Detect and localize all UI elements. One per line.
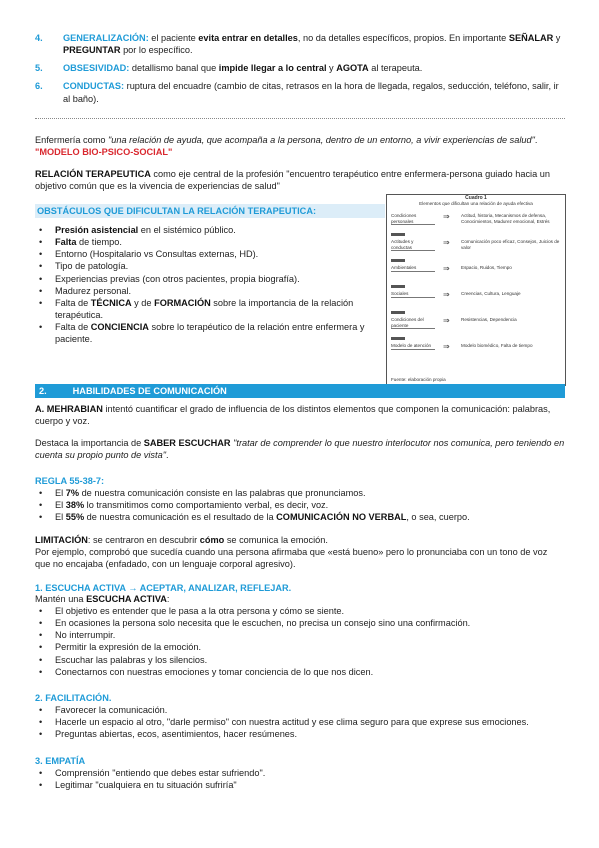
obstacles-diagram bbox=[386, 194, 566, 386]
list-number: 5. bbox=[35, 63, 43, 74]
escucha-list bbox=[35, 605, 575, 678]
list-item: • El objetivo es entender que le pasa a la otra persona y cómo se siente. bbox=[35, 605, 575, 617]
list-item: • Conectarnos con nuestras emociones y tomar conciencia de lo que nos dicen. bbox=[35, 666, 575, 678]
list-text: detallismo banal que impide llegar a lo central y AGOTA al terapeuta. bbox=[129, 63, 423, 74]
list-item bbox=[35, 80, 565, 104]
diagram-row-detail: Modelo biomédico, Falta de tiempo bbox=[461, 343, 533, 348]
list-item: • El 38% lo transmitimos como comportamiento verbal, es decir, voz. bbox=[35, 499, 575, 511]
list-item: • No interrumpir. bbox=[35, 629, 575, 641]
list-item: • Escuchar las palabras y los silencios. bbox=[35, 654, 575, 666]
list-item: • Preguntas abiertas, ecos, asentimientos, hacer resúmenes. bbox=[35, 728, 575, 740]
obstaculos-list bbox=[35, 224, 375, 345]
list-item: • Experiencias previas (con otros pacientes, propia biografía). bbox=[35, 273, 375, 285]
obstaculos-heading: OBSTÁCULOS QUE DIFICULTAN LA RELACIÓN TERAPEUTICA: bbox=[35, 204, 385, 218]
facilitacion-heading: 2. FACILITACIÓN. bbox=[35, 693, 112, 703]
resistance-list bbox=[35, 32, 565, 105]
diagram-row-label: Sociales bbox=[391, 291, 435, 298]
diagram-separator bbox=[391, 259, 405, 262]
diagram-row-label: Ambientales bbox=[391, 265, 435, 272]
list-label: CONDUCTAS: bbox=[63, 81, 125, 92]
regla-list bbox=[35, 487, 575, 523]
habilidades-heading: 2. HABILIDADES DE COMUNICACIÓN bbox=[35, 384, 565, 398]
diagram-row-label: Actitudes y conductas bbox=[391, 239, 435, 251]
divider bbox=[35, 118, 565, 119]
diagram-separator bbox=[391, 285, 405, 288]
empatia-list bbox=[35, 767, 575, 791]
list-item: • Comprensión "entiendo que debes estar sufriendo". bbox=[35, 767, 575, 779]
escucha-heading: 1. ESCUCHA ACTIVA → ACEPTAR, ANALIZAR, REFLEJAR. bbox=[35, 583, 292, 593]
list-text: ruptura del encuadre (cambio de citas, retrasos en la hora de llegada, regalos, seducción, teléfono, salir, ir al baño). bbox=[63, 81, 559, 104]
diagram-row-detail: Creencias, Cultura, Lenguaje bbox=[461, 291, 521, 296]
arrow-icon: ⇒ bbox=[443, 316, 450, 325]
diagram-row-label: Condiciones del paciente bbox=[391, 317, 435, 329]
empatia-heading: 3. EMPATÍA bbox=[35, 756, 86, 766]
relacion-paragraph: RELACIÓN TERAPEUTICA como eje central de la profesión "encuentro terapéutico entre enfermera-persona guiado hacia un objetivo común que es la vivencia de experiencias de salud" bbox=[35, 169, 550, 192]
diagram-row-detail: Actitud, historia, Mecanismos de defensa, Conocimientos, Madurez emocional, Estrés bbox=[461, 213, 550, 224]
list-item: • Entorno (Hospitalario vs Consultas externas, HD). bbox=[35, 248, 375, 260]
list-item: • Falta de tiempo. bbox=[35, 236, 375, 248]
arrow-icon: ⇒ bbox=[443, 212, 450, 221]
limitacion-paragraph: LIMITACIÓN: se centraron en descubrir cómo se comunica la emoción. Por ejemplo, comprobó que sucedía cuando una persona afirmaba que «está bueno» pero lo pronunciaba con un tono de voz que no encajaba (enfadado, con un lenguaje corporal agresivo). bbox=[35, 535, 548, 570]
list-item bbox=[35, 62, 565, 74]
list-item: • Presión asistencial en el sistémico público. bbox=[35, 224, 375, 236]
diagram-separator bbox=[391, 233, 405, 236]
diagram-separator bbox=[391, 311, 405, 314]
relacion-title: RELACIÓN TERAPEUTICA bbox=[35, 169, 151, 179]
enfermeria-quote: "una relación de ayuda, que acompaña a la persona, dentro de un entorno, a vivir experiencias de salud" bbox=[108, 135, 535, 145]
diagram-footer: Fuente: elaboración propia bbox=[391, 377, 446, 383]
list-item bbox=[35, 32, 565, 56]
list-item: • Hacerle un espacio al otro, "darle permiso" con nuestra actitud y ese clima seguro para que exprese sus emociones. bbox=[35, 716, 575, 728]
list-item: • Tipo de patología. bbox=[35, 260, 375, 272]
arrow-icon: ⇒ bbox=[443, 238, 450, 247]
diagram-row-detail: Espacio, Ruidos, Tiempo bbox=[461, 265, 512, 270]
enfermeria-paragraph: Enfermería como "una relación de ayuda, que acompaña a la persona, dentro de un entorno, a vivir experiencias de salud". "MODELO BIO-PSICO-SOCIAL" bbox=[35, 135, 538, 158]
arrow-icon: ⇒ bbox=[443, 264, 450, 273]
regla-heading: REGLA 55-38-7: bbox=[35, 476, 105, 486]
list-item: • Falta de TÉCNICA y de FORMACIÓN sobre la importancia de la relación terapéutica. bbox=[35, 297, 375, 321]
arrow-icon: ⇒ bbox=[443, 290, 450, 299]
list-number: 4. bbox=[35, 33, 43, 43]
model-label: "MODELO BIO-PSICO-SOCIAL" bbox=[35, 147, 173, 158]
list-item: • Madurez personal. bbox=[35, 285, 375, 297]
diagram-separator bbox=[391, 337, 405, 340]
list-label: GENERALIZACIÓN: bbox=[63, 33, 149, 43]
diagram-row-label: Condiciones personales bbox=[391, 213, 435, 225]
list-number: 6. bbox=[35, 81, 43, 92]
list-item: • Legitimar "cualquiera en tu situación sufriría" bbox=[35, 779, 575, 791]
list-item: • Favorecer la comunicación. bbox=[35, 704, 575, 716]
mehrabian-paragraph: A. MEHRABIAN intentó cuantificar el grado de influencia de los distintos elementos que componen la comunicación: palabras, cuerpo y voz. bbox=[35, 404, 551, 427]
list-item: • En ocasiones la persona solo necesita que le escuchen, no precisa un consejo sino una confirmación. bbox=[35, 617, 575, 629]
list-item: • El 55% de nuestra comunicación es el resultado de la COMUNICACIÓN NO VERBAL, o sea, cuerpo. bbox=[35, 511, 575, 523]
saber-escuchar-paragraph: Destaca la importancia de SABER ESCUCHAR "tratar de comprender lo que nuestro interlocutor nos comunica, pero teniendo en cuenta su propio punto de vista". bbox=[35, 438, 565, 461]
list-item: • El 7% de nuestra comunicación consiste en las palabras que pronunciamos. bbox=[35, 487, 575, 499]
list-text: el paciente evita entrar en detalles, no da detalles específicos, propios. En importante SEÑALAR y PREGUNTAR por lo específico. bbox=[63, 33, 561, 56]
diagram-subtitle: Elementos que dificultan una relación de ayuda efectiva bbox=[419, 201, 533, 207]
list-item: • Falta de CONCIENCIA sobre lo terapéutico de la relación entre enfermera y paciente. bbox=[35, 321, 375, 345]
list-label: OBSESIVIDAD: bbox=[63, 63, 130, 74]
facilitacion-list bbox=[35, 704, 575, 740]
diagram-row-detail: Comunicación poco eficaz, Consejos, Juicios de valor bbox=[461, 239, 560, 250]
escucha-lead: Mantén una ESCUCHA ACTIVA: bbox=[35, 594, 170, 604]
diagram-row-label: Modelo de atención bbox=[391, 343, 435, 350]
arrow-icon: ⇒ bbox=[443, 342, 450, 351]
diagram-row-detail: Resistencias, Dependencia bbox=[461, 317, 517, 322]
list-item: • Permitir la expresión de la emoción. bbox=[35, 641, 575, 653]
diagram-title: Cuadro 1 bbox=[465, 195, 487, 201]
